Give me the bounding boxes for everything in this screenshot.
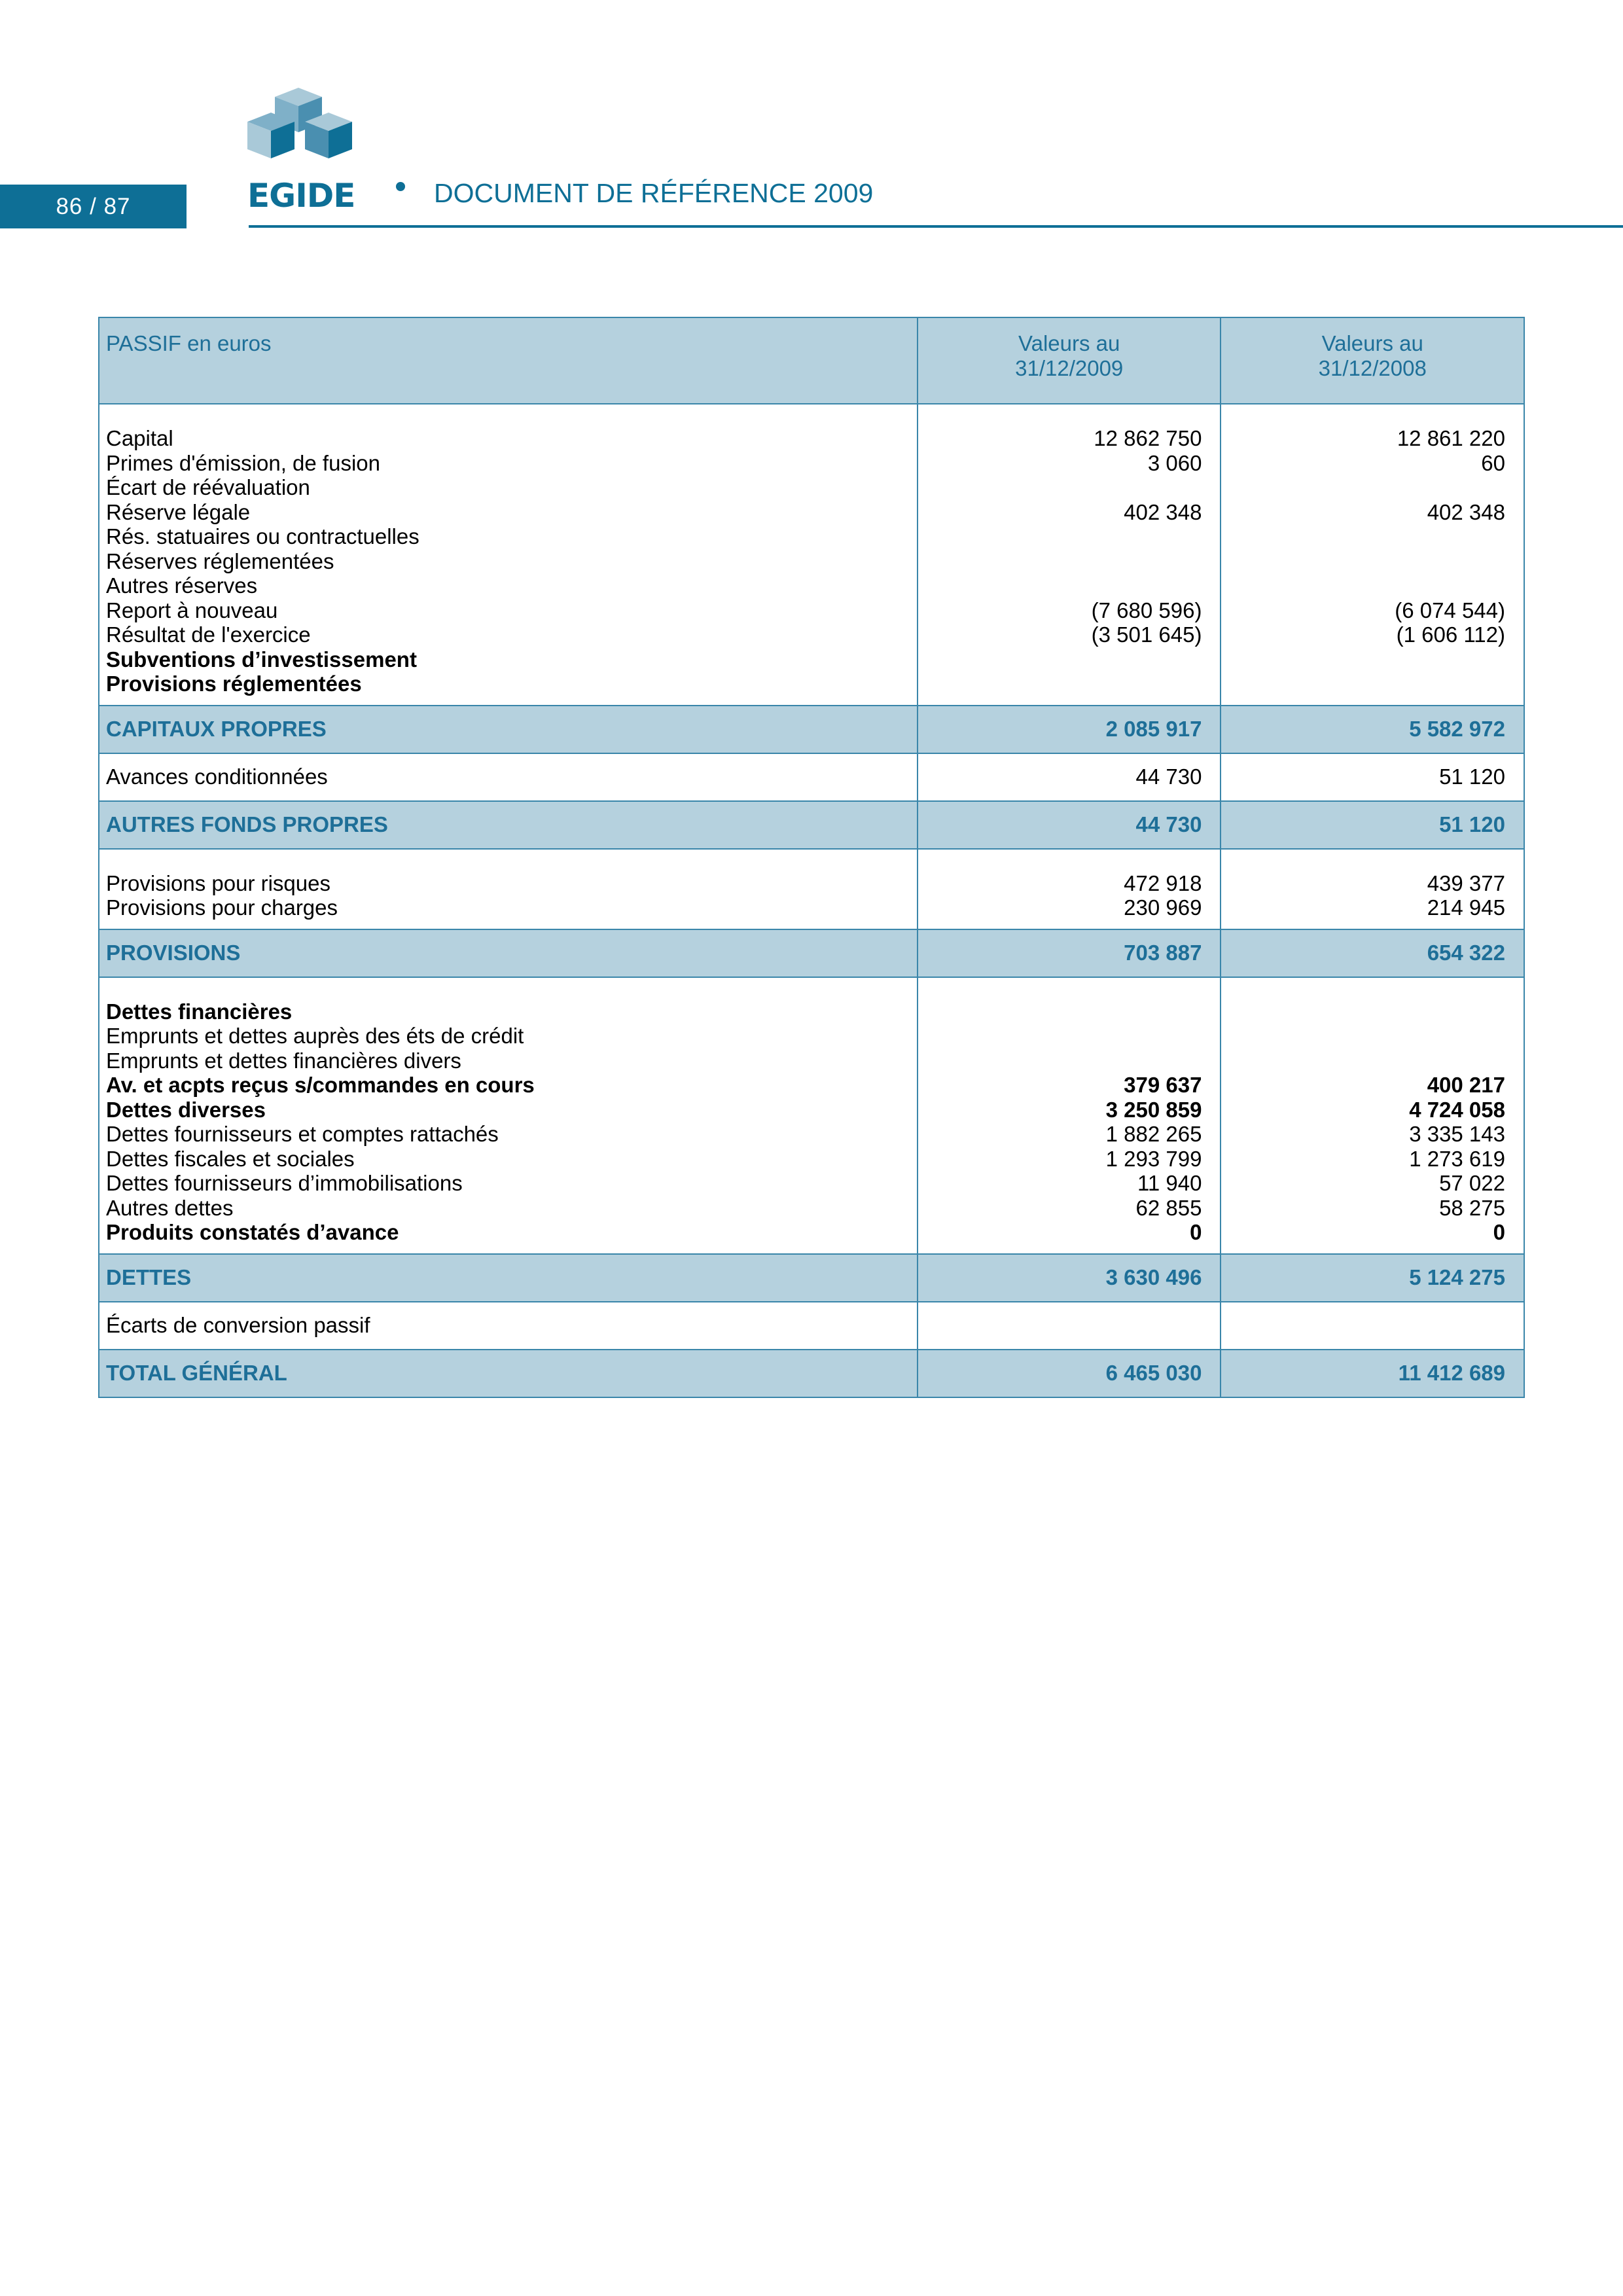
cell-2008 <box>1221 1302 1524 1350</box>
provisions-2008 <box>1221 849 1524 929</box>
cell-2008: 58 275 <box>1439 1195 1505 1220</box>
cell-2008 <box>1228 672 1505 696</box>
section-provisions <box>99 849 1524 929</box>
row-label: Autres réserves <box>106 573 258 598</box>
cell-2008 <box>1228 999 1505 1024</box>
row-label: Emprunts et dettes auprès des éts de crédit <box>106 1024 524 1048</box>
row-label: Résultat de l'exercice <box>106 622 311 647</box>
cell-2009: 1 882 265 <box>1105 1122 1202 1146</box>
dettes-2009 <box>918 977 1221 1254</box>
total-label: TOTAL GÉNÉRAL <box>99 1350 918 1397</box>
total-2009: 2 085 917 <box>918 706 1221 753</box>
total-2008: 11 412 689 <box>1221 1350 1524 1397</box>
total-row-total-general <box>99 1350 1524 1397</box>
cell-2008: 214 945 <box>1427 895 1505 920</box>
cell-2008: 60 <box>1481 450 1505 475</box>
total-label: DETTES <box>99 1254 918 1302</box>
row-ecarts-conversion <box>99 1302 1524 1350</box>
header-label: PASSIF en euros <box>99 317 918 404</box>
total-2009: 703 887 <box>918 929 1221 977</box>
cell-2008: (6 074 544) <box>1395 598 1505 622</box>
cell-2009: 11 940 <box>1137 1171 1202 1195</box>
cell-2008 <box>1228 475 1505 500</box>
total-2008: 51 120 <box>1221 801 1524 849</box>
logo-text: EGIDE <box>247 177 355 215</box>
row-label: Écart de réévaluation <box>106 475 310 499</box>
row-label: Écarts de conversion passif <box>99 1302 918 1350</box>
cell-2009 <box>925 647 1202 672</box>
cell-2009: 230 969 <box>1124 895 1202 920</box>
section-dettes <box>99 977 1524 1254</box>
row-label: Capital <box>106 426 173 450</box>
cell-2009 <box>925 672 1202 696</box>
row-label: Produits constatés d’avance <box>106 1220 399 1244</box>
cell-2009 <box>925 573 1202 598</box>
row-label: Provisions réglementées <box>106 672 362 696</box>
cell-2008 <box>1228 1049 1505 1073</box>
capitaux-2008 <box>1221 404 1524 706</box>
capitaux-labels <box>99 404 918 706</box>
dettes-2008 <box>1221 977 1524 1254</box>
row-label: Provisions pour charges <box>106 895 338 920</box>
row-label: Dettes diverses <box>106 1097 266 1122</box>
row-label: Dettes fournisseurs et comptes rattachés <box>106 1122 499 1146</box>
cell-2008: 439 377 <box>1427 870 1505 895</box>
cell-2008: 1 273 619 <box>1409 1146 1505 1171</box>
document-title: DOCUMENT DE RÉFÉRENCE 2009 <box>434 178 874 208</box>
row-label: Av. et acpts reçus s/commandes en cours <box>106 1073 535 1097</box>
row-label: Autres dettes <box>106 1195 234 1220</box>
total-2009: 44 730 <box>918 801 1221 849</box>
bullet-icon <box>396 182 405 191</box>
cell-2008 <box>1228 647 1505 672</box>
header-2009: Valeurs au 31/12/2009 <box>918 317 1221 404</box>
row-label: Rés. statuaires ou contractuelles <box>106 524 419 548</box>
total-label: PROVISIONS <box>99 929 918 977</box>
cell-2009: (7 680 596) <box>1091 598 1202 622</box>
total-2008: 5 124 275 <box>1221 1254 1524 1302</box>
row-label: Dettes fournisseurs d’immobilisations <box>106 1171 463 1195</box>
cell-2008: 51 120 <box>1221 753 1524 801</box>
cell-2008 <box>1228 1024 1505 1049</box>
row-label: Emprunts et dettes financières divers <box>106 1048 461 1073</box>
table-header-row <box>99 317 1524 404</box>
row-label: Report à nouveau <box>106 598 278 622</box>
cell-2009: 12 862 750 <box>1094 426 1202 450</box>
row-avances-conditionnees <box>99 753 1524 801</box>
cell-2008 <box>1228 524 1505 549</box>
cell-2009: 472 918 <box>1124 870 1202 895</box>
cell-2009: 3 060 <box>1147 450 1202 475</box>
total-row-capitaux-propres <box>99 706 1524 753</box>
total-row-provisions <box>99 929 1524 977</box>
cell-2009: 3 250 859 <box>1105 1097 1202 1122</box>
total-row-autres-fonds-propres <box>99 801 1524 849</box>
provisions-2009 <box>918 849 1221 929</box>
cell-2008: 400 217 <box>1427 1073 1505 1097</box>
total-2008: 654 322 <box>1221 929 1524 977</box>
cell-2008: 4 724 058 <box>1409 1097 1505 1122</box>
cell-2009 <box>918 1302 1221 1350</box>
row-label: Primes d'émission, de fusion <box>106 450 380 475</box>
row-label: Subventions d’investissement <box>106 647 417 672</box>
total-label: CAPITAUX PROPRES <box>99 706 918 753</box>
row-label: Réserves réglementées <box>106 548 334 573</box>
cell-2009: 379 637 <box>1124 1073 1202 1097</box>
total-row-dettes <box>99 1254 1524 1302</box>
cell-2009: 1 293 799 <box>1105 1146 1202 1171</box>
total-label: AUTRES FONDS PROPRES <box>99 801 918 849</box>
cell-2009 <box>925 524 1202 549</box>
cell-2008: 3 335 143 <box>1409 1122 1505 1146</box>
cell-2009: 44 730 <box>918 753 1221 801</box>
row-label: Provisions pour risques <box>106 870 330 895</box>
page-number: 86 / 87 <box>0 185 187 228</box>
provisions-labels <box>99 849 918 929</box>
capitaux-2009 <box>918 404 1221 706</box>
header-2008: Valeurs au 31/12/2008 <box>1221 317 1524 404</box>
section-capitaux <box>99 404 1524 706</box>
total-2008: 5 582 972 <box>1221 706 1524 753</box>
cell-2008: 402 348 <box>1427 499 1505 524</box>
cell-2008: 0 <box>1493 1220 1505 1244</box>
cell-2009: 402 348 <box>1124 499 1202 524</box>
row-label: Réserve légale <box>106 499 251 524</box>
cell-2009: (3 501 645) <box>1091 622 1202 647</box>
cell-2009 <box>925 1024 1202 1049</box>
cell-2009 <box>925 549 1202 574</box>
row-label: Dettes fiscales et sociales <box>106 1146 355 1171</box>
cell-2009 <box>925 999 1202 1024</box>
header-divider <box>249 225 1623 228</box>
cell-2008: (1 606 112) <box>1396 622 1505 647</box>
cell-2009 <box>925 1049 1202 1073</box>
row-label: Avances conditionnées <box>99 753 918 801</box>
cell-2008 <box>1228 573 1505 598</box>
cell-2008: 12 861 220 <box>1397 426 1505 450</box>
dettes-labels <box>99 977 918 1254</box>
cell-2008: 57 022 <box>1439 1171 1505 1195</box>
passif-table <box>98 317 1525 1398</box>
row-label: Dettes financières <box>106 999 293 1024</box>
total-2009: 6 465 030 <box>918 1350 1221 1397</box>
total-2009: 3 630 496 <box>918 1254 1221 1302</box>
cell-2009: 0 <box>1190 1220 1202 1244</box>
cell-2008 <box>1228 549 1505 574</box>
cell-2009 <box>925 475 1202 500</box>
cell-2009: 62 855 <box>1135 1195 1202 1220</box>
